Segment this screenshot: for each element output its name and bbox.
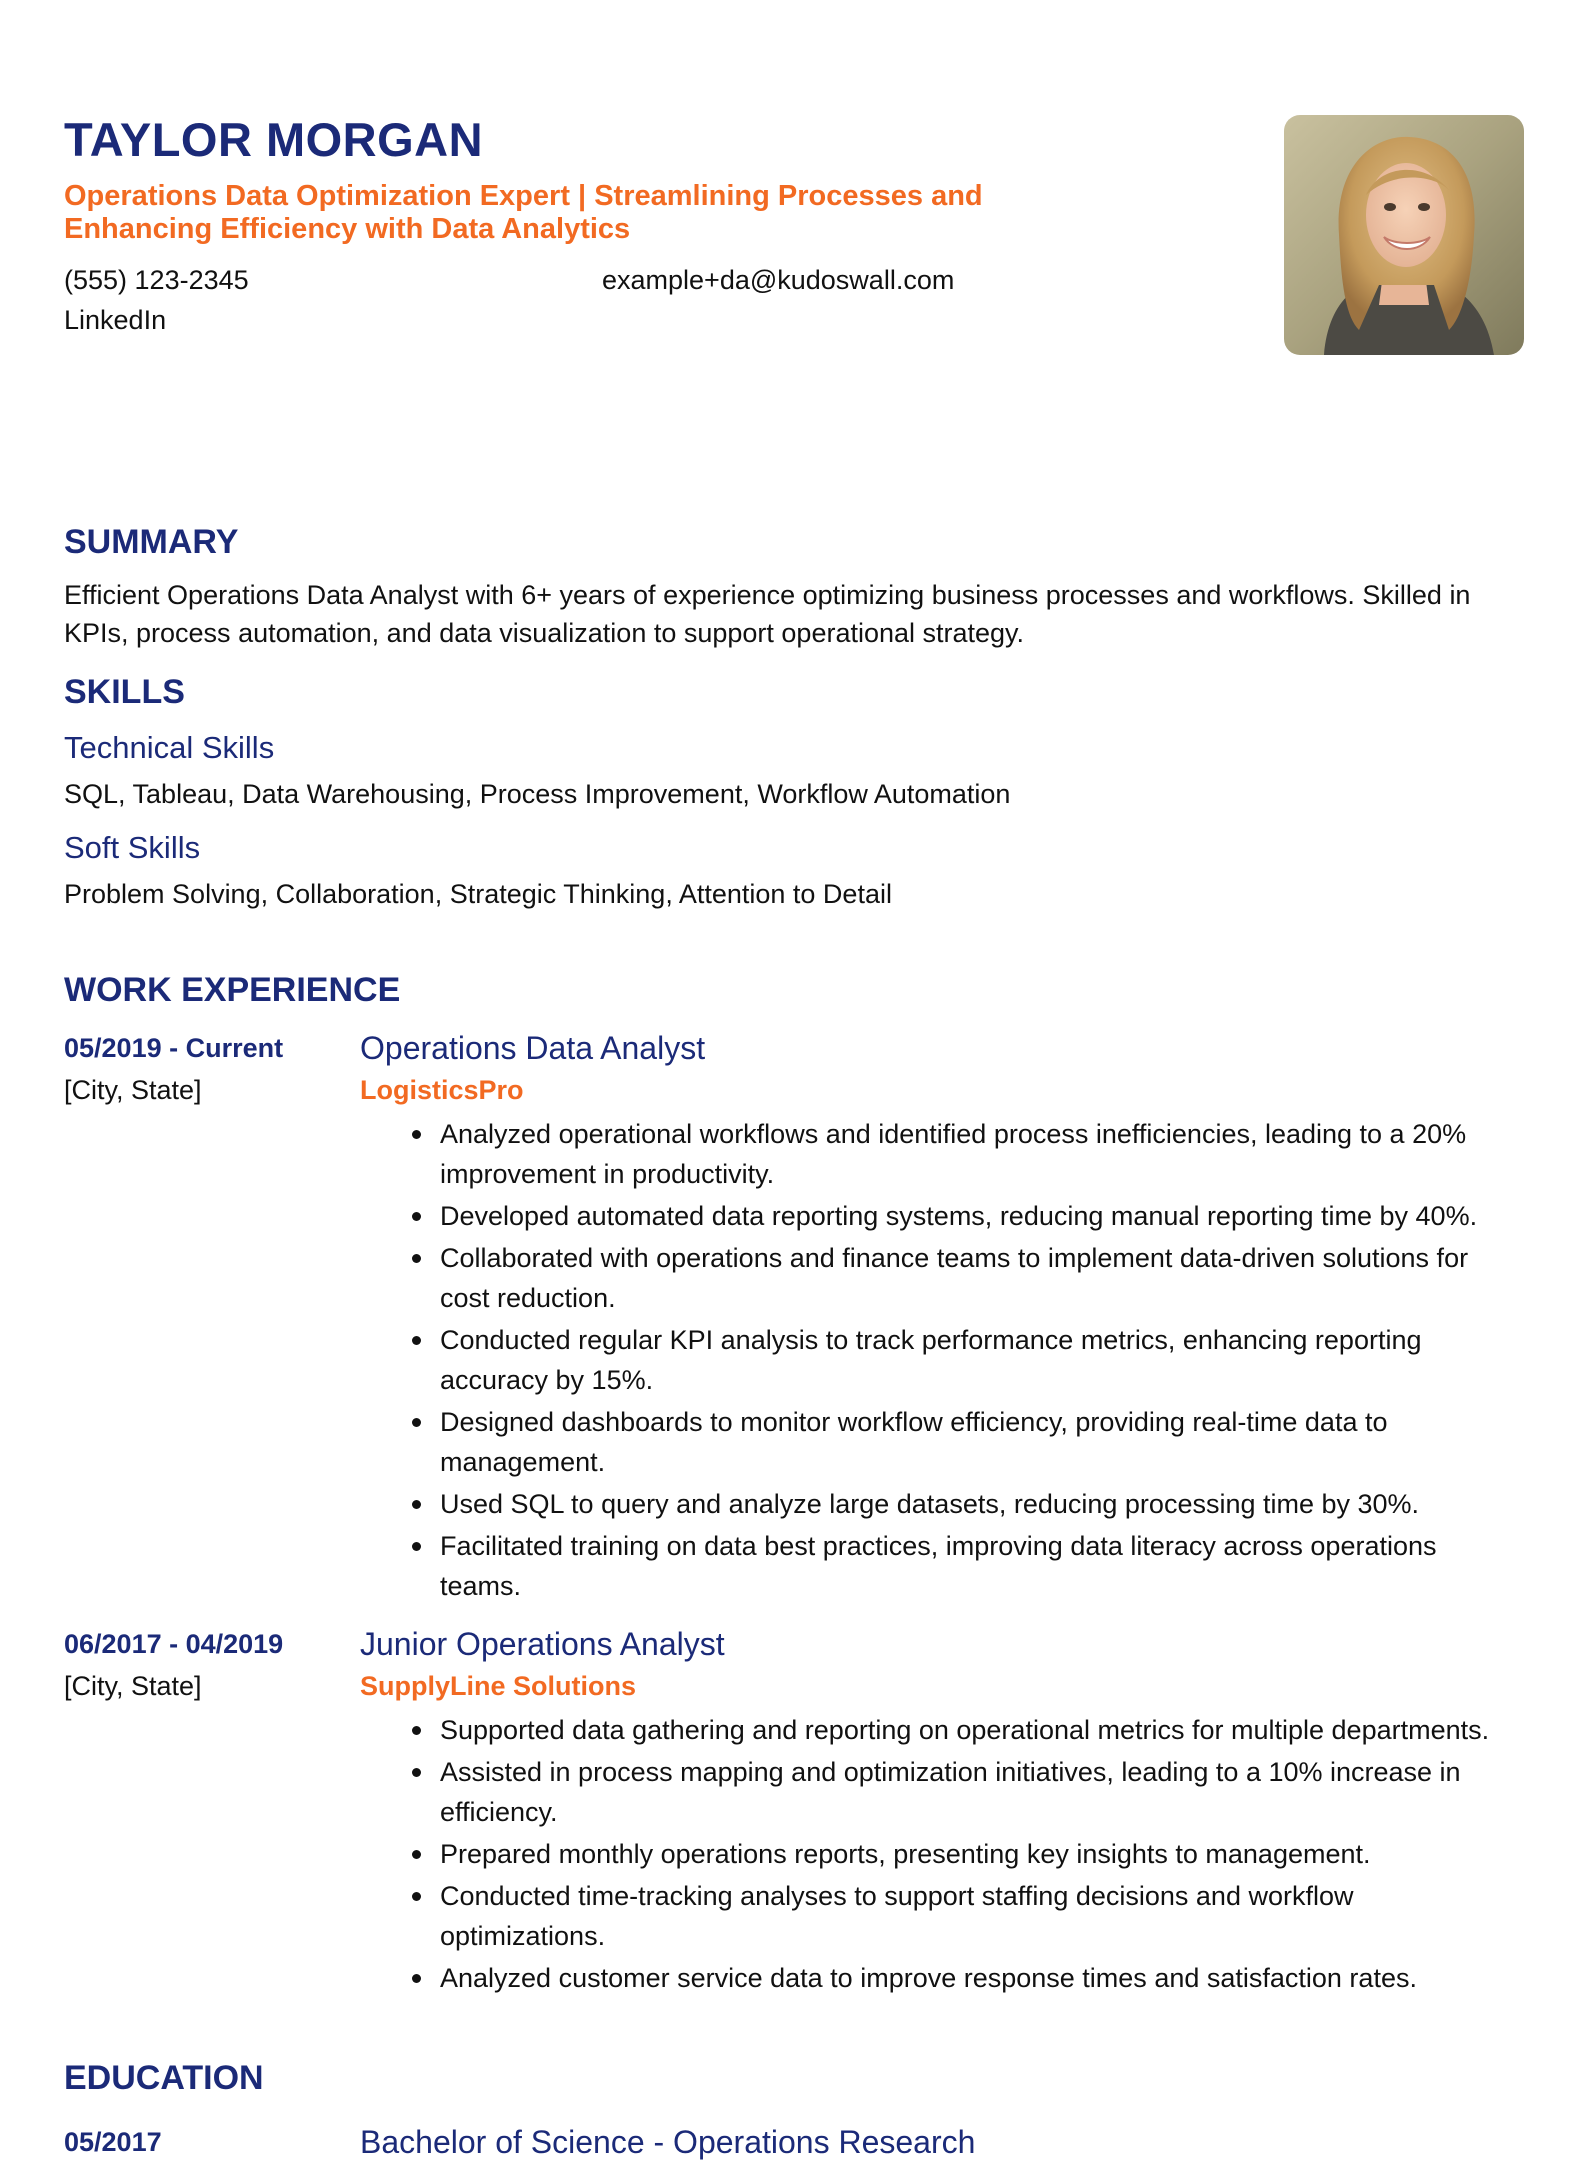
bullet-icon: [412, 1768, 421, 1777]
job-location: [City, State]: [64, 1075, 202, 1105]
job-bullet: [440, 1402, 1524, 1482]
bullet-text: Conducted regular KPI analysis to track performance metrics, enhancing reporting accuracy by 15%.: [440, 1325, 1422, 1395]
skills-heading: SKILLS: [64, 673, 185, 711]
education-date: 05/2017: [64, 2127, 162, 2157]
job-bullets: [360, 1710, 1524, 1998]
bullet-text: Supported data gathering and reporting on operational metrics for multiple departments.: [440, 1715, 1490, 1745]
job-bullet: [440, 1752, 1524, 1832]
job-bullet: [440, 1834, 1524, 1874]
soft-skills-list: Problem Solving, Collaboration, Strategic Thinking, Attention to Detail: [64, 879, 892, 909]
job-meta: [64, 1026, 360, 1608]
bullet-text: Assisted in process mapping and optimization initiatives, leading to a 10% increase in efficiency.: [440, 1757, 1461, 1827]
job-bullet: [440, 1114, 1524, 1194]
technical-skills-label: Technical Skills: [64, 730, 275, 765]
job-location: [City, State]: [64, 1671, 202, 1701]
bullet-icon: [412, 1974, 421, 1983]
education-degree: Bachelor of Science - Operations Research: [360, 2124, 976, 2160]
bullet-text: Conducted time-tracking analyses to support staffing decisions and workflow optimizations.: [440, 1881, 1354, 1951]
job-bullet: [440, 1320, 1524, 1400]
job-bullet: [440, 1876, 1524, 1956]
bullet-text: Developed automated data reporting systems, reducing manual reporting time by 40%.: [440, 1201, 1478, 1231]
job-bullet: [440, 1958, 1524, 1998]
job-details: [360, 1622, 1524, 2000]
bullet-text: Prepared monthly operations reports, presenting key insights to management.: [440, 1839, 1371, 1869]
job-bullet: [440, 1710, 1524, 1750]
summary-heading: SUMMARY: [64, 523, 239, 561]
job-title: Operations Data Analyst: [360, 1030, 706, 1066]
bullet-icon: [412, 1850, 421, 1859]
candidate-name: TAYLOR MORGAN: [64, 113, 484, 166]
job-bullet: [440, 1526, 1524, 1606]
bullet-text: Used SQL to query and analyze large datasets, reducing processing time by 30%.: [440, 1489, 1420, 1519]
job-bullet: [440, 1484, 1524, 1524]
email-address[interactable]: example+da@kudoswall.com: [602, 265, 955, 295]
education-heading: EDUCATION: [64, 2059, 264, 2097]
bullet-icon: [412, 1500, 421, 1509]
technical-skills-list: SQL, Tableau, Data Warehousing, Process Improvement, Workflow Automation: [64, 779, 1011, 809]
soft-skills-label: Soft Skills: [64, 830, 201, 865]
bullet-icon: [412, 1542, 421, 1551]
job-company: LogisticsPro: [360, 1075, 524, 1105]
job-dates: 05/2019 - Current: [64, 1033, 284, 1063]
bullet-text: Analyzed operational workflows and identified process inefficiencies, leading to a 20% improvement in productivity.: [440, 1119, 1467, 1189]
job-dates: 06/2017 - 04/2019: [64, 1629, 284, 1659]
job-details: [360, 1026, 1524, 1608]
job-meta: [64, 1622, 360, 2000]
job-bullet: [440, 1238, 1524, 1318]
resume-header: [64, 110, 1524, 382]
bullet-icon: [412, 1336, 421, 1345]
job-company: SupplyLine Solutions: [360, 1671, 636, 1701]
education-entry: [64, 2120, 1524, 2164]
job-title: Junior Operations Analyst: [360, 1626, 725, 1662]
job-entry: [64, 1026, 1524, 1608]
phone-number: (555) 123-2345: [64, 265, 249, 295]
bullet-text: Collaborated with operations and finance teams to implement data-driven solutions for cost reduction.: [440, 1243, 1469, 1313]
bullet-icon: [412, 1892, 421, 1901]
job-entry: [64, 1622, 1524, 2000]
bullet-icon: [412, 1726, 421, 1735]
candidate-tagline: Operations Data Optimization Expert | Streamlining Processes and Enhancing Efficiency with Data Analytics: [64, 180, 983, 245]
job-bullets: [360, 1114, 1524, 1606]
bullet-icon: [412, 1130, 421, 1139]
bullet-icon: [412, 1418, 421, 1427]
summary-text: Efficient Operations Data Analyst with 6+ years of experience optimizing business processes and workflows. Skilled in KPIs, process automation, and data visualization to support operational strategy.: [64, 580, 1471, 648]
bullet-text: Facilitated training on data best practices, improving data literacy across operations teams.: [440, 1531, 1437, 1601]
bullet-text: Designed dashboards to monitor workflow efficiency, providing real-time data to management.: [440, 1407, 1388, 1477]
bullet-text: Analyzed customer service data to improve response times and satisfaction rates.: [440, 1963, 1417, 1993]
linkedin-link[interactable]: LinkedIn: [64, 305, 167, 335]
profile-photo: [1284, 115, 1524, 355]
job-bullet: [440, 1196, 1524, 1236]
bullet-icon: [412, 1212, 421, 1221]
work-experience-heading: WORK EXPERIENCE: [64, 971, 401, 1009]
profile-photo-image: [1284, 115, 1524, 355]
bullet-icon: [412, 1254, 421, 1263]
